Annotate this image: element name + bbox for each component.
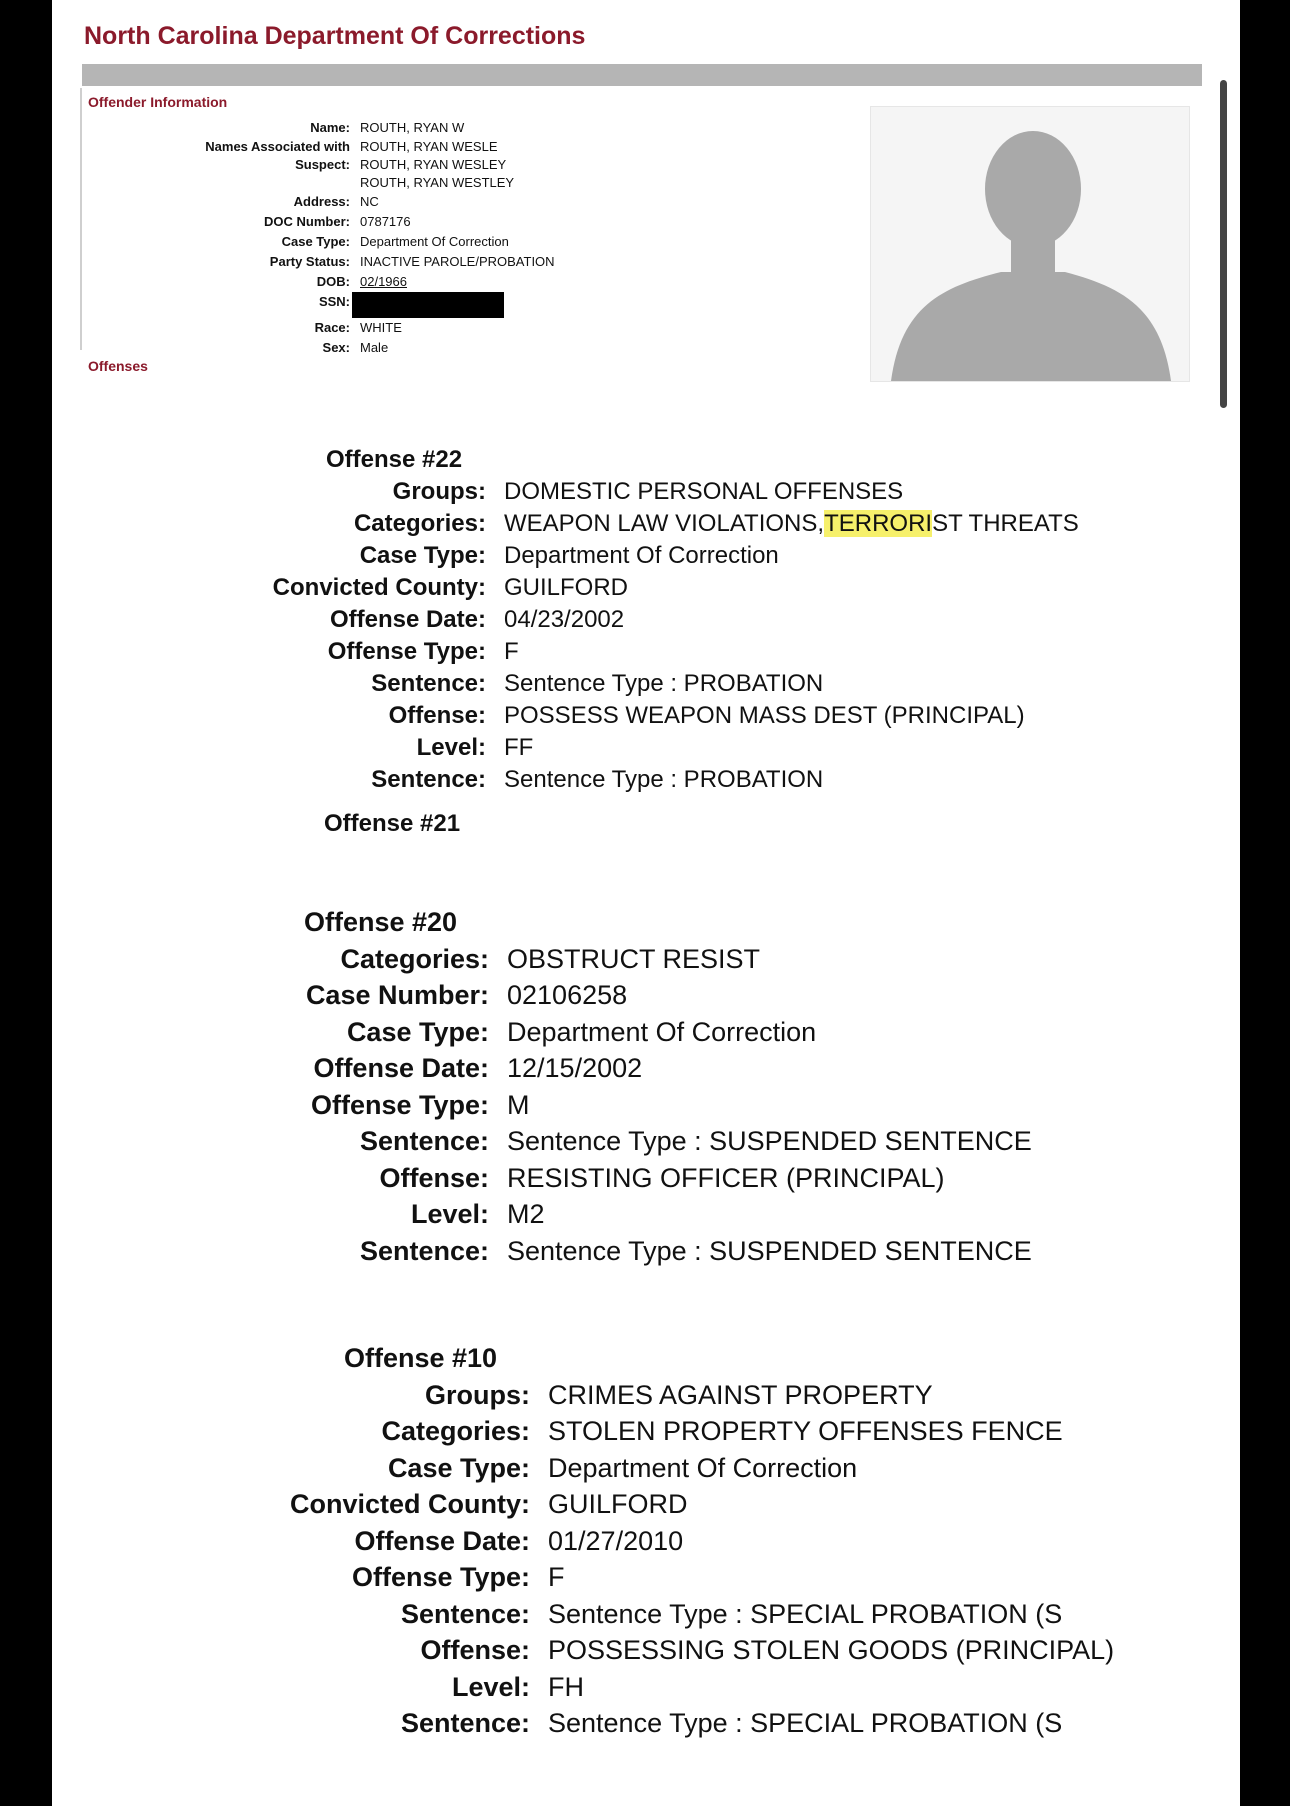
sentence-label: Sentence: xyxy=(359,1235,489,1266)
party-status-label: Party Status: xyxy=(269,254,350,269)
offense-row xyxy=(254,1340,1114,1377)
case-type-label: Case Type: xyxy=(281,234,350,249)
offense-row xyxy=(254,1377,1114,1414)
case-type-value: Department Of Correction xyxy=(360,234,509,249)
offense-row xyxy=(254,1450,1114,1487)
sentence-value: Sentence Type : PROBATION xyxy=(504,766,824,793)
sentence-value: Sentence Type : PROBATION xyxy=(504,670,824,697)
offense-type-value: M xyxy=(507,1089,530,1120)
sentence-label: Sentence: xyxy=(371,766,486,793)
case-type-label: Case Type: xyxy=(387,1452,530,1483)
doc-number-label: DOC Number: xyxy=(264,214,350,229)
offense-row xyxy=(270,1233,1032,1270)
left-black-border xyxy=(0,0,52,1806)
offense-row xyxy=(254,1596,1114,1633)
sentence-value: Sentence Type : SPECIAL PROBATION (S xyxy=(548,1708,1063,1738)
categories-text: ST THREATS xyxy=(932,510,1079,537)
dob-value: 02/1966 xyxy=(360,274,407,289)
categories-label: Categories: xyxy=(381,1416,530,1446)
offense-value: RESISTING OFFICER (PRINCIPAL) xyxy=(507,1162,945,1193)
offense-label: Offense: xyxy=(379,1162,489,1193)
convicted-county-value: GUILFORD xyxy=(548,1489,688,1519)
offense-date-label: Offense Date: xyxy=(313,1053,489,1083)
case-type-value: Department Of Correction xyxy=(507,1016,817,1047)
case-type-label: Case Type: xyxy=(359,542,486,569)
ssn-label: SSN: xyxy=(318,294,350,309)
level-label: Level: xyxy=(416,734,486,761)
offense-row xyxy=(244,700,1079,732)
offense-row xyxy=(244,444,1079,476)
doc-number-value: 0787176 xyxy=(360,214,411,229)
info-row-race xyxy=(140,318,555,338)
offense-title: Offense #20 xyxy=(304,907,458,937)
sentence-label: Sentence: xyxy=(359,1126,489,1156)
offense-date-value: 12/15/2002 xyxy=(507,1053,643,1083)
level-label: Level: xyxy=(410,1199,489,1229)
level-value: M2 xyxy=(507,1199,545,1229)
offense-row xyxy=(244,476,1079,508)
offense-row xyxy=(254,1669,1114,1706)
sentence-value: Sentence Type : SUSPENDED SENTENCE xyxy=(507,1126,1032,1156)
categories-text: WEAPON LAW VIOLATIONS, xyxy=(504,510,825,537)
info-row-sex xyxy=(140,338,555,358)
address-label: Address: xyxy=(293,194,350,209)
sentence-value: Sentence Type : SPECIAL PROBATION (S xyxy=(548,1598,1063,1629)
offense-row xyxy=(270,1050,1032,1087)
offense-row xyxy=(254,1486,1114,1523)
groups-value: CRIMES AGAINST PROPERTY xyxy=(548,1379,933,1410)
offense-row xyxy=(270,1123,1032,1160)
offense-row xyxy=(270,904,1032,941)
info-frame-border xyxy=(80,88,82,350)
aka-value: ROUTH, RYAN WESLEY xyxy=(360,157,507,172)
offense-row xyxy=(270,941,1032,978)
level-value: FF xyxy=(504,734,534,761)
offense-type-label: Offense Type: xyxy=(351,1562,530,1592)
offense-row xyxy=(244,508,1079,540)
name-label: Name: xyxy=(310,120,350,135)
offense-date-value: 04/23/2002 xyxy=(504,606,625,633)
offense-row xyxy=(254,1705,1114,1742)
aka-label-line1: Names Associated with xyxy=(205,139,350,154)
aka-value: ROUTH, RYAN WESTLEY xyxy=(360,175,515,190)
offense-row xyxy=(270,1087,1032,1124)
offense-type-value: F xyxy=(504,638,519,665)
case-type-label: Case Type: xyxy=(346,1016,489,1047)
offense-row xyxy=(244,540,1079,572)
offense-date-value: 01/27/2010 xyxy=(548,1525,684,1556)
aka-label-line2: Suspect: xyxy=(295,157,350,172)
offense-type-value: F xyxy=(548,1562,565,1592)
offense-row xyxy=(244,636,1079,668)
aka-values xyxy=(360,138,555,192)
sentence-label: Sentence: xyxy=(400,1598,530,1629)
offense-label: Offense: xyxy=(388,702,486,729)
offense-row xyxy=(254,1413,1114,1450)
offense-row xyxy=(244,764,1079,796)
level-label: Level: xyxy=(451,1671,530,1702)
offense-title: Offense #22 xyxy=(326,446,463,473)
case-number-value: 02106258 xyxy=(507,980,628,1010)
offense-title: Offense #10 xyxy=(344,1343,498,1373)
site-title: North Carolina Department Of Corrections xyxy=(84,22,586,50)
info-row-aka xyxy=(140,138,555,192)
convicted-county-value: GUILFORD xyxy=(504,574,629,601)
categories-value: STOLEN PROPERTY OFFENSES FENCE xyxy=(548,1416,1063,1446)
silhouette-placeholder-icon xyxy=(871,107,1189,381)
offense-date-label: Offense Date: xyxy=(329,606,486,633)
offense-row xyxy=(270,1160,1032,1197)
offense-row xyxy=(254,1523,1114,1560)
offense-10 xyxy=(254,1340,1114,1742)
offense-row xyxy=(270,1014,1032,1051)
race-label: Race: xyxy=(314,320,350,335)
offense-type-label: Offense Type: xyxy=(310,1089,489,1120)
categories-value: OBSTRUCT RESIST xyxy=(507,943,761,974)
race-value: WHITE xyxy=(360,320,402,335)
scrollbar-thumb[interactable] xyxy=(1220,80,1227,408)
ssn-redaction-box xyxy=(352,292,504,318)
info-row-address xyxy=(140,192,555,212)
case-type-value: Department Of Correction xyxy=(504,542,779,569)
offense-date-label: Offense Date: xyxy=(354,1525,530,1556)
offense-22 xyxy=(244,444,1079,796)
offense-row xyxy=(254,1632,1114,1669)
offense-title-partial: Offense #21 xyxy=(324,810,461,837)
party-status-value: INACTIVE PAROLE/PROBATION xyxy=(360,254,555,269)
dob-label: DOB: xyxy=(316,274,350,289)
info-row-dob xyxy=(140,272,555,292)
categories-label: Categories: xyxy=(353,510,486,537)
name-value: ROUTH, RYAN W xyxy=(360,120,465,135)
offender-photo xyxy=(870,106,1190,382)
offense-label: Offense: xyxy=(420,1635,530,1665)
info-row-ssn xyxy=(140,292,555,318)
offense-row xyxy=(244,572,1079,604)
section-offender-information: Offender Information xyxy=(88,94,228,110)
info-row-name xyxy=(140,118,555,138)
groups-label: Groups: xyxy=(392,478,486,505)
aka-label xyxy=(140,138,360,192)
offense-row xyxy=(244,604,1079,636)
groups-value: DOMESTIC PERSONAL OFFENSES xyxy=(504,478,904,505)
offense-row xyxy=(244,668,1079,700)
level-value: FH xyxy=(548,1671,584,1702)
offense-row xyxy=(244,732,1079,764)
convicted-county-label: Convicted County: xyxy=(272,574,486,601)
sentence-label: Sentence: xyxy=(400,1708,530,1738)
offense-row xyxy=(270,1196,1032,1233)
header-band xyxy=(82,64,1202,86)
offense-row xyxy=(270,977,1032,1014)
section-offenses: Offenses xyxy=(88,358,148,374)
highlighted-text: TERRORI xyxy=(824,510,933,537)
address-value: NC xyxy=(360,194,379,209)
case-number-label: Case Number: xyxy=(305,980,489,1010)
sentence-label: Sentence: xyxy=(371,670,486,697)
sex-label: Sex: xyxy=(322,340,350,355)
convicted-county-label: Convicted County: xyxy=(290,1489,530,1519)
right-black-border xyxy=(1240,0,1290,1806)
offense-type-label: Offense Type: xyxy=(327,638,486,665)
info-row-party-status xyxy=(140,252,555,272)
offense-row xyxy=(254,1559,1114,1596)
categories-value xyxy=(504,508,1079,540)
case-type-value: Department Of Correction xyxy=(548,1452,858,1483)
offender-info-table xyxy=(140,118,555,358)
aka-value: ROUTH, RYAN WESLE xyxy=(360,139,498,154)
sentence-value: Sentence Type : SUSPENDED SENTENCE xyxy=(507,1235,1032,1266)
sex-value: Male xyxy=(360,340,389,355)
offense-20 xyxy=(270,904,1032,1269)
info-row-doc xyxy=(140,212,555,232)
offense-21-title-cut xyxy=(324,810,461,837)
info-row-case-type xyxy=(140,232,555,252)
offense-value: POSSESSING STOLEN GOODS (PRINCIPAL) xyxy=(548,1635,1115,1665)
categories-label: Categories: xyxy=(340,943,489,974)
groups-label: Groups: xyxy=(425,1379,530,1410)
offense-value: POSSESS WEAPON MASS DEST (PRINCIPAL) xyxy=(504,702,1025,729)
ssn-value xyxy=(360,292,555,318)
